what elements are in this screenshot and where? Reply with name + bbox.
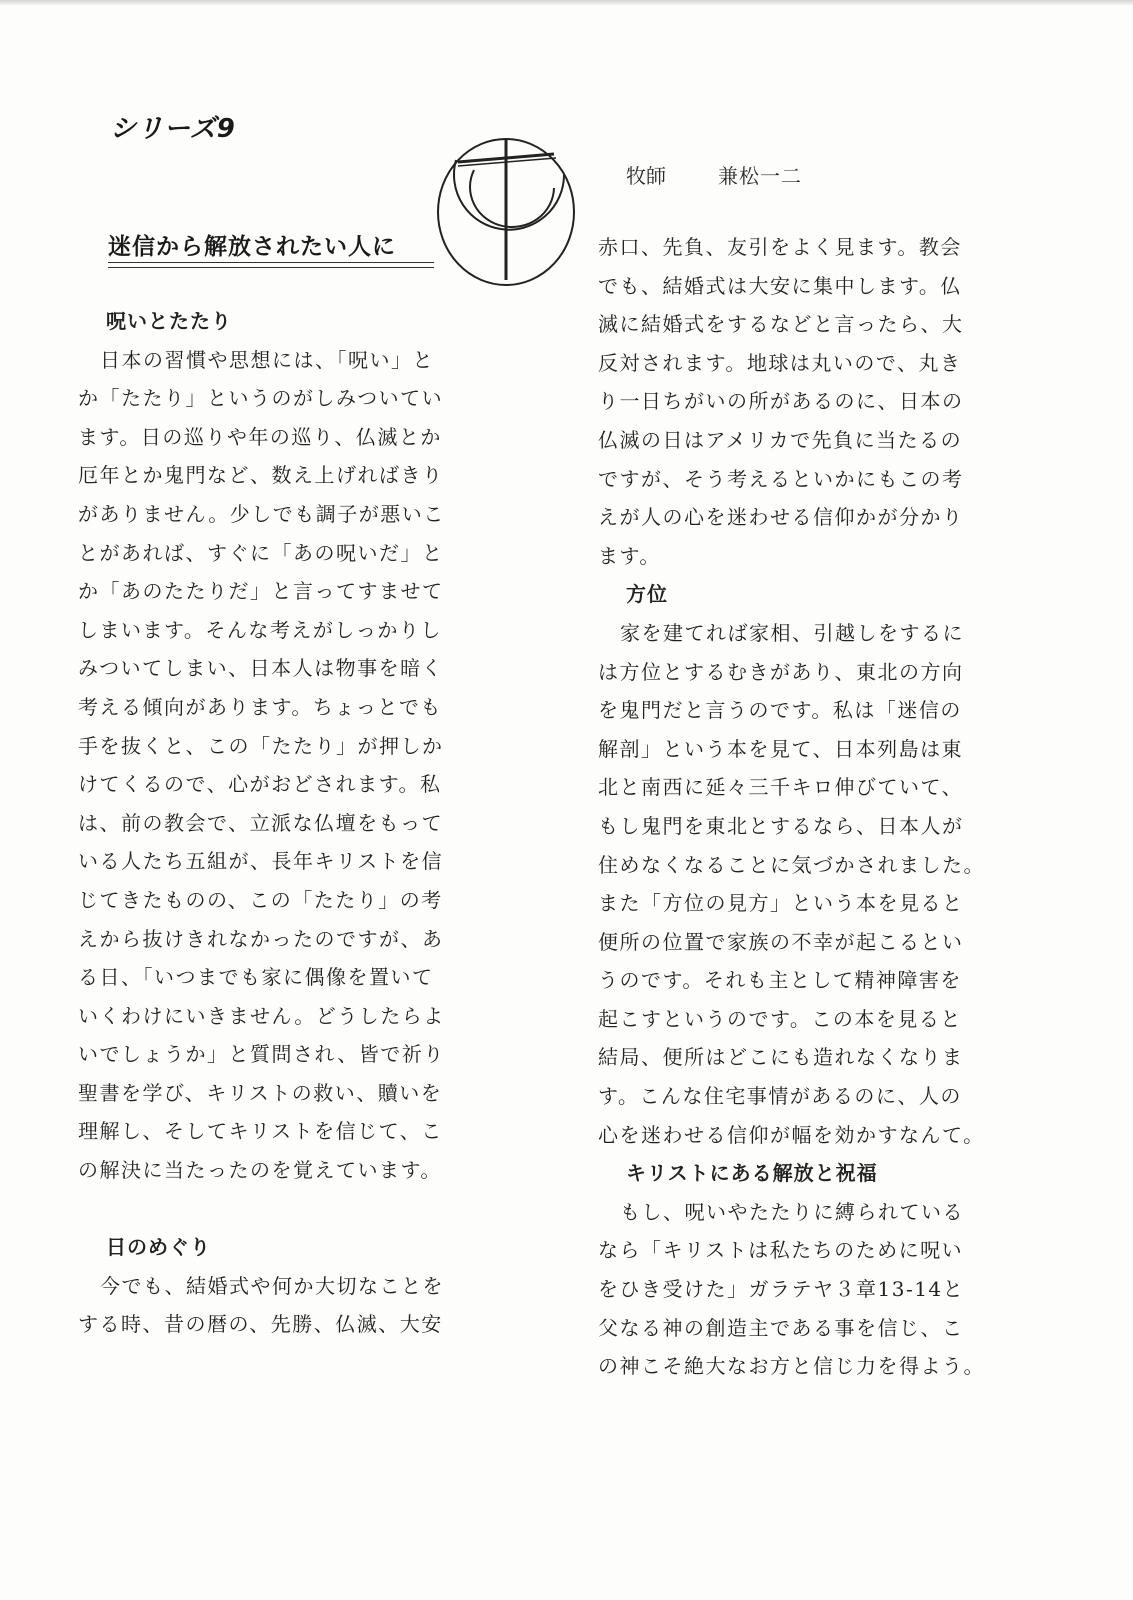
text-line: 父なる神の創造主である事を信じ、こ (598, 1315, 964, 1340)
text-line: か「たたり」というのがしみついてい (78, 386, 444, 411)
text-line: うのです。それも主として精神障害を (598, 968, 962, 993)
text-line: 住めなくなることに気づかされました。 (598, 852, 985, 877)
text-line: また「方位の見方」という本を見ると (598, 891, 964, 916)
text-line: いくわけにいきません。どうしたらよ (78, 1003, 445, 1028)
text-line: 仏滅の日はアメリカで先負に当たるの (598, 427, 963, 452)
text-line: とがあれば、すぐに「あの呪いだ」と (78, 540, 444, 565)
text-line: 理解し、そしてキリストを信じて、こ (78, 1119, 443, 1144)
text-line: を鬼門だと言うのです。私は「迷信の (598, 698, 962, 723)
text-line: 結局、便所はどこにも造れなくなりま (598, 1045, 964, 1070)
title-underline (108, 262, 434, 268)
page-top-edge (0, 0, 1133, 6)
text-line: しまいます。そんな考えがしっかりし (78, 617, 442, 642)
text-line: ですが、そう考えるといかにもこの考 (598, 466, 964, 491)
text-line: 今でも、結婚式や何か大切なことを (100, 1273, 444, 1298)
text-line: えから抜けきれなかったのですが、あ (78, 926, 444, 951)
author-name: 兼松一二 (718, 164, 802, 188)
paragraph-spacer (78, 1190, 478, 1229)
series-label: シリーズ9 (110, 114, 236, 144)
text-line: いでしょうか」と質問され、皆で祈り (78, 1042, 445, 1067)
text-line: 起こすというのです。この本を見ると (598, 1006, 962, 1031)
article-title: 迷信から解放されたい人に (108, 233, 396, 260)
text-line: ます。日の巡りや年の巡り、仏滅とか (78, 424, 442, 449)
section-heading-curse: 呪いとたたり (106, 309, 232, 333)
text-line: 聖書を学び、キリストの救い、贖いを (78, 1080, 443, 1105)
author-role: 牧師 (626, 164, 666, 188)
church-cross-logo-icon (436, 130, 586, 288)
text-line: は方位とするむきがあり、東北の方向 (598, 659, 964, 684)
text-line: は、前の教会で、立派な仏壇をもって (78, 810, 444, 835)
text-line: の解決に当たったのを覚えています。 (78, 1158, 442, 1183)
text-line: 赤口、先負、友引をよく見ます。教会 (598, 235, 962, 259)
section-heading-direction: 方位 (626, 582, 668, 607)
text-line: けてくるので、心がおどされます。私 (78, 772, 442, 797)
text-line: り一日ちがいの所があるのに、日本の (598, 389, 964, 414)
text-line: 家を建てれば家相、引越しをするに (620, 620, 964, 645)
text-line: 厄年とか鬼門など、数え上げればきり (78, 463, 444, 488)
text-line: す。こんな住宅事情があるのに、人の (598, 1084, 962, 1109)
text-line: じてきたものの、この「たたり」の考 (78, 887, 443, 912)
text-line: でも、結婚式は大安に集中します。仏 (598, 273, 962, 298)
text-line: ます。 (598, 543, 661, 568)
text-line: の神こそ絶大なお方と信じ力を得よう。 (598, 1354, 985, 1379)
text-line: 滅に結婚式をするなどと言ったら、大 (598, 312, 964, 337)
text-line: 考える傾向があります。ちょっとでも (78, 694, 442, 719)
text-line: か「あのたたりだ」と言ってすませて (78, 579, 444, 604)
section-heading-liberation: キリストにある解放と祝福 (626, 1161, 878, 1186)
right-column (598, 228, 1008, 1386)
text-line: 手を抜くと、この「たたり」が押しか (78, 733, 444, 758)
text-line: もし、呪いやたたりに縛られている (620, 1199, 964, 1224)
text-line: えが人の心を迷わせる信仰かが分かり (598, 505, 964, 530)
section-heading-day-cycle: 日のめぐり (106, 1235, 211, 1260)
text-line: がありません。少しでも調子が悪いこ (78, 501, 445, 526)
text-line: もし鬼門を東北とするなら、日本人が (598, 813, 964, 838)
text-line: 便所の位置で家族の不幸が起こるとい (598, 929, 964, 954)
text-line: 反対されます。地球は丸いので、丸き (598, 350, 962, 375)
text-line: 日本の習慣や思想には、「呪い」と (100, 347, 434, 372)
text-line: 北と南西に延々三千キロ伸びていて、 (598, 775, 964, 800)
text-line: いる人たち五組が、長年キリストを信 (78, 849, 444, 874)
text-line: みついてしまい、日本人は物事を暗く (78, 656, 444, 681)
text-line: る日、「いつまでも家に偶像を置いて (78, 965, 434, 990)
text-line: なら「キリストは私たちのために呪い (598, 1238, 964, 1263)
text-line: する時、昔の暦の、先勝、仏滅、大安 (78, 1312, 443, 1337)
text-line: 心を迷わせる信仰が幅を効かすなんて。 (598, 1122, 985, 1147)
left-column (78, 302, 478, 1344)
text-line: をひき受けた」ガラテヤ３章13-14と (598, 1277, 965, 1302)
text-line: 解剖」という本を見て、日本列島は東 (598, 736, 964, 761)
